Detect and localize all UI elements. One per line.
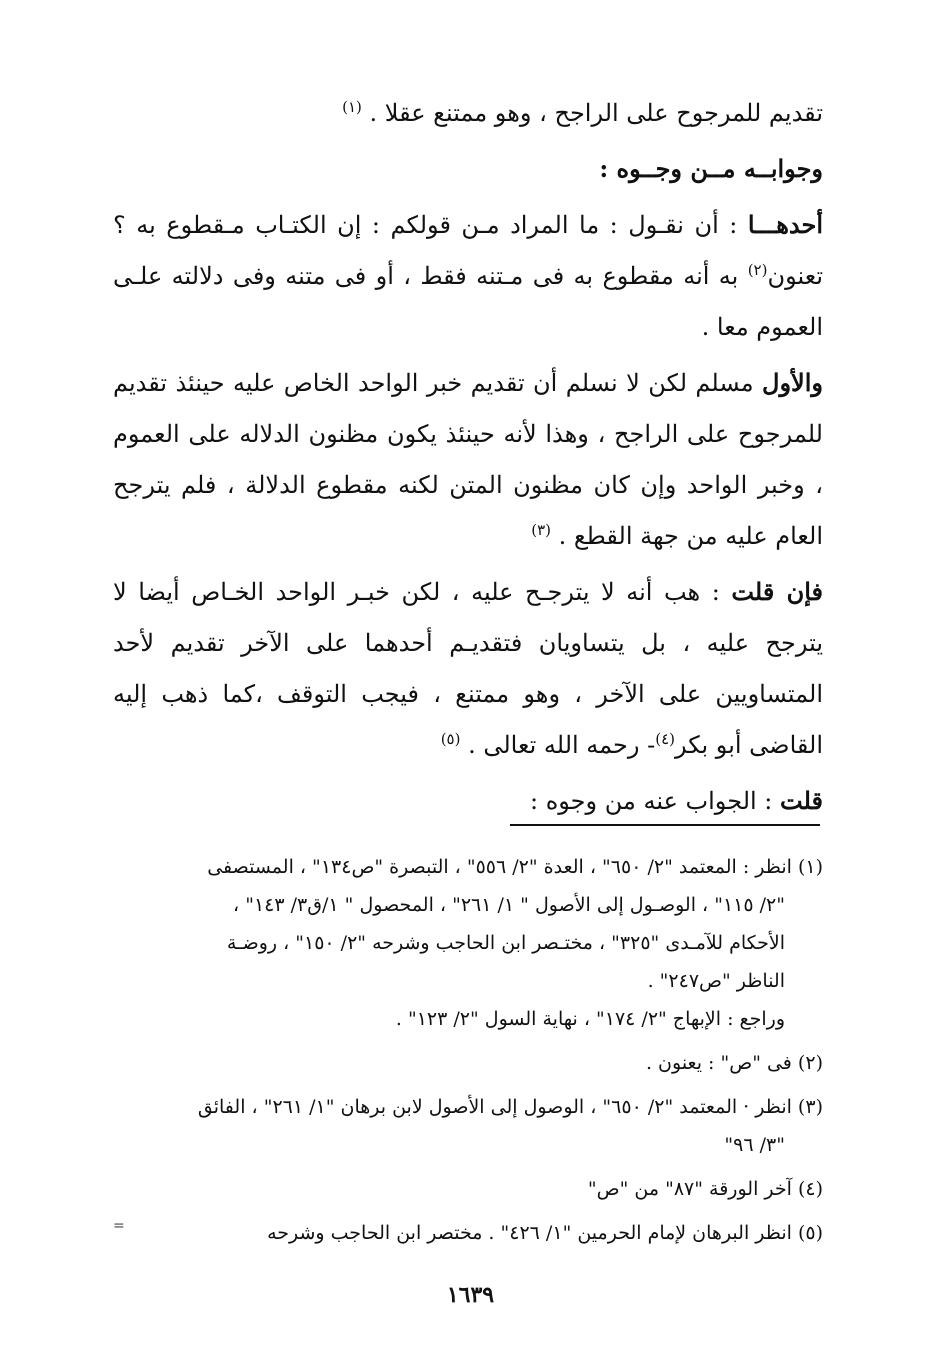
paragraph-reply: قلت : الجواب عنه من وجوه : (529, 786, 823, 815)
footnote-5: (٥) انظر البرهان لإمام الحرمين "١/ ٤٢٦" . مختصر ابن الحاجب وشرحه (267, 1222, 823, 1244)
paragraph-objection: فإن قلت : هب أنه لا يترجـح عليه ، لكن خبـر الواحد الخـاص أيضا لا يترجح عليه ، بل يتساويان فتقديـم أحدهما على الآخر تقديم لأحد المتساويين على الآخر ، وهو ممتنع ، فيجب التوقف ،كما ذهب إليه القاضى أبو بكر$^{(٤)}$- رحمه الله تعالى . $^{(٥)}$ (113, 577, 823, 759)
footnote-ref-5: (٥) (440, 730, 461, 748)
main-text (113, 88, 823, 827)
paragraph-first-case: والأول مسلم لكن لا نسلم أن تقديم خبر الواحد الخاص عليه حينئذ تقديم للمرجوح على الراجح ، وهذا لأنه حينئذ يكون مظنون الدلاله على العموم ، وخبر الواحد وإن كان مظنون المتن لكنه مقطوع الدلالة ، فلم يترجح العام عليه من جهة القطع . $^{(٣)}$ (113, 368, 823, 550)
footnote-4: (٤) آخر الورقة "٨٧" من "ص" (587, 1178, 823, 1200)
footnote-1-line-2: "٢/ ١١٥" ، الوصـول إلى الأصول " ١/ ٢٦١" ، المحصول " ١/ق٣/ ١٤٣" ، (233, 894, 785, 916)
page-number: ١٦٣٩ (446, 1282, 495, 1308)
footnote-3-line-1: (٣) انظر · المعتمد "٢/ ٦٥٠" ، الوصول إلى الأصول لابن برهان "١/ ٢٦١" ، الفائق (197, 1096, 823, 1118)
footnote-1-line-1: (١) انظر : المعتمد "٢/ ٦٥٠" ، العدة "٢/ ٥٥٦" ، التبصرة "ص١٣٤" ، المستصفى (207, 856, 823, 878)
footnote-ref-1: (١) (342, 98, 362, 116)
footnote-2: (٢) فى "ص" : يعنون . (645, 1052, 823, 1074)
footnote-1-line-5: وراجع : الإبهاج "٢/ ١٧٤" ، نهاية السول "٢/ ١٢٣" . (395, 1008, 785, 1030)
footnotes (113, 848, 823, 1252)
paragraph-label: أحدهـــا (747, 210, 823, 239)
footnote-ref-2: (٢) (747, 261, 768, 279)
footnote-ref-3: (٣) (531, 521, 551, 539)
answer-heading: وجوابــه مــن وجــوه : (599, 154, 823, 183)
footnote-ref-4: (٤) (655, 730, 675, 748)
footnote-3-line-2: "٣/ ٩٦" (724, 1134, 785, 1156)
paragraph-first-aspect: أحدهـــا : أن نقـول : ما المراد مـن قولكم : إن الكتـاب مـقطوع به ؟ تعنون$^{(٢)}$ به أنه مقطوع به فى مـتنه فقط ، أو فى متنه وفى دلالته علـى العموم معا . (113, 210, 823, 341)
paragraph-label: والأول (762, 368, 823, 397)
continuation-mark: = (113, 1218, 125, 1234)
line-1: تقديم للمرجوح على الراجح ، وهو ممتنع عقلا . $^{(١)}$ (342, 98, 823, 127)
footnote-1-line-4: الناظر "ص٢٤٧" . (647, 970, 785, 992)
paragraph-label: قلت (780, 786, 823, 815)
footnote-1-line-3: الأحكام للآمـدى "٣٢٥" ، مختـصر ابن الحاجب وشرحه "٢/ ١٥٠" ، روضـة (226, 932, 785, 954)
footnote-divider (510, 824, 820, 826)
paragraph-label: فإن قلت (731, 577, 823, 606)
